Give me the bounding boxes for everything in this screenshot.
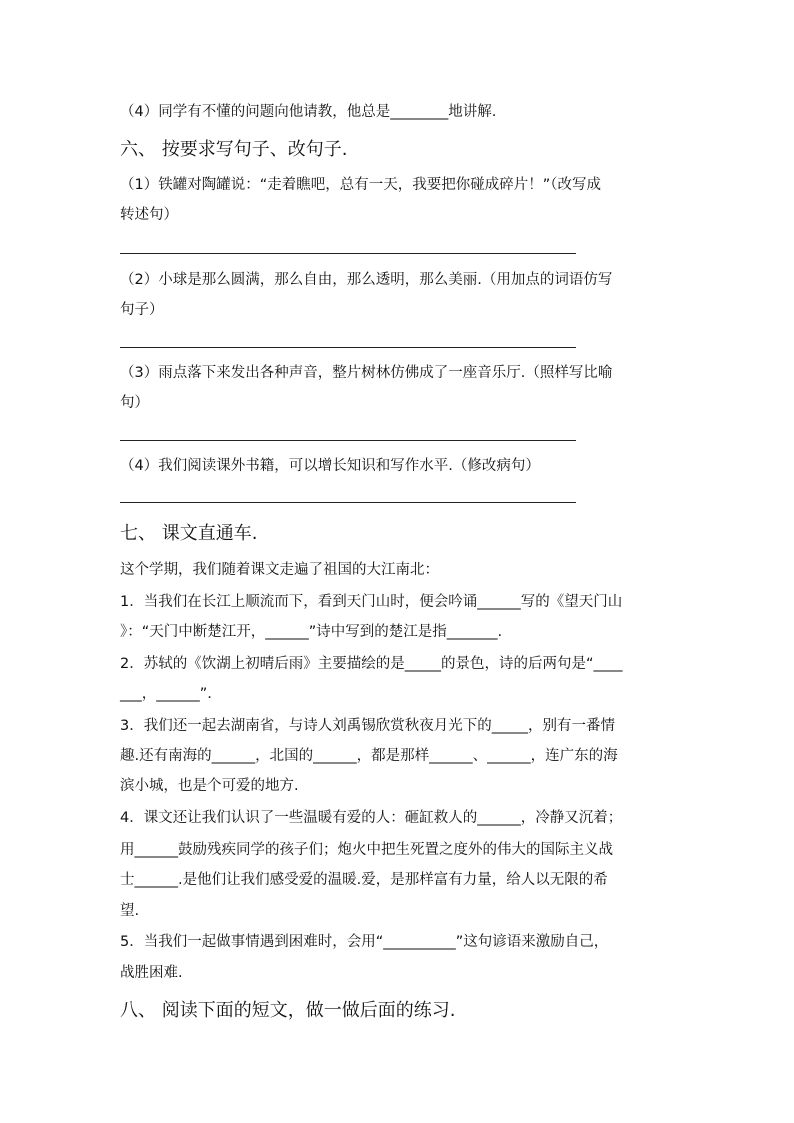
question-line: 趣.还有南海的______，北国的______，都是那样______、______，连广东的海 (120, 748, 618, 764)
section-heading-7: 七、 课文直通车. (120, 523, 258, 544)
question-line: 4．课文还让我们认识了一些温暖有爱的人：砸缸救人的______，冷静又沉着； (120, 810, 623, 826)
question-line: 望. (120, 903, 140, 919)
intro-line: 这个学期，我们随着课文走遍了祖国的大江南北： (120, 562, 439, 578)
question-line: 句子） (120, 302, 164, 318)
question-line: 士______.是他们让我们感受爱的温暖.爱，是那样富有力量，给人以无限的希 (120, 872, 608, 888)
answer-line[interactable] (120, 440, 576, 441)
question-line: （3）雨点落下来发出各种声音，整片树林仿佛成了一座音乐厅.（照样写比喻 (120, 365, 613, 381)
answer-line[interactable] (120, 502, 576, 503)
question-line: 滨小城，也是个可爱的地方. (120, 778, 299, 794)
question-line: 2．苏轼的《饮湖上初晴后雨》主要描绘的是_____的景色，诗的后两句是“____ (120, 656, 623, 672)
question-line: ___，______”. (120, 686, 212, 702)
question-line: （4）同学有不懂的问题向他请教，他总是________地讲解. (120, 104, 497, 120)
question-line: 》：“天门中断楚江开，______”诗中写到的楚江是指_______. (120, 624, 503, 640)
question-line: （4）我们阅读课外书籍，可以增长知识和写作水平.（修改病句） (120, 458, 540, 474)
answer-line[interactable] (120, 253, 576, 254)
question-line: 转述句） (120, 207, 178, 223)
section-heading-6: 六、 按要求写句子、改句子. (120, 139, 348, 160)
question-line: 用______鼓励残疾同学的孩子们；炮火中把生死置之度外的伟大的国际主义战 (120, 842, 613, 858)
question-line: 5．当我们一起做事情遇到困难时，会用“__________”这句谚语来激励自己， (120, 934, 609, 950)
section-heading-8: 八、 阅读下面的短文，做一做后面的练习. (120, 1000, 456, 1021)
question-line: 3．我们还一起去湖南省，与诗人刘禹锡欣赏秋夜月光下的_____，别有一番情 (120, 718, 615, 734)
answer-line[interactable] (120, 347, 576, 348)
question-line: 战胜困难. (120, 965, 183, 981)
question-line: 1．当我们在长江上顺流而下，看到天门山时，便会吟诵______写的《望天门山 (120, 594, 623, 610)
question-line: 句） (120, 395, 149, 411)
question-line: （1）铁罐对陶罐说：“走着瞧吧，总有一天，我要把你碰成碎片！”（改写成 (120, 177, 601, 193)
question-line: （2）小球是那么圆满，那么自由，那么透明，那么美丽.（用加点的词语仿写 (120, 272, 613, 288)
